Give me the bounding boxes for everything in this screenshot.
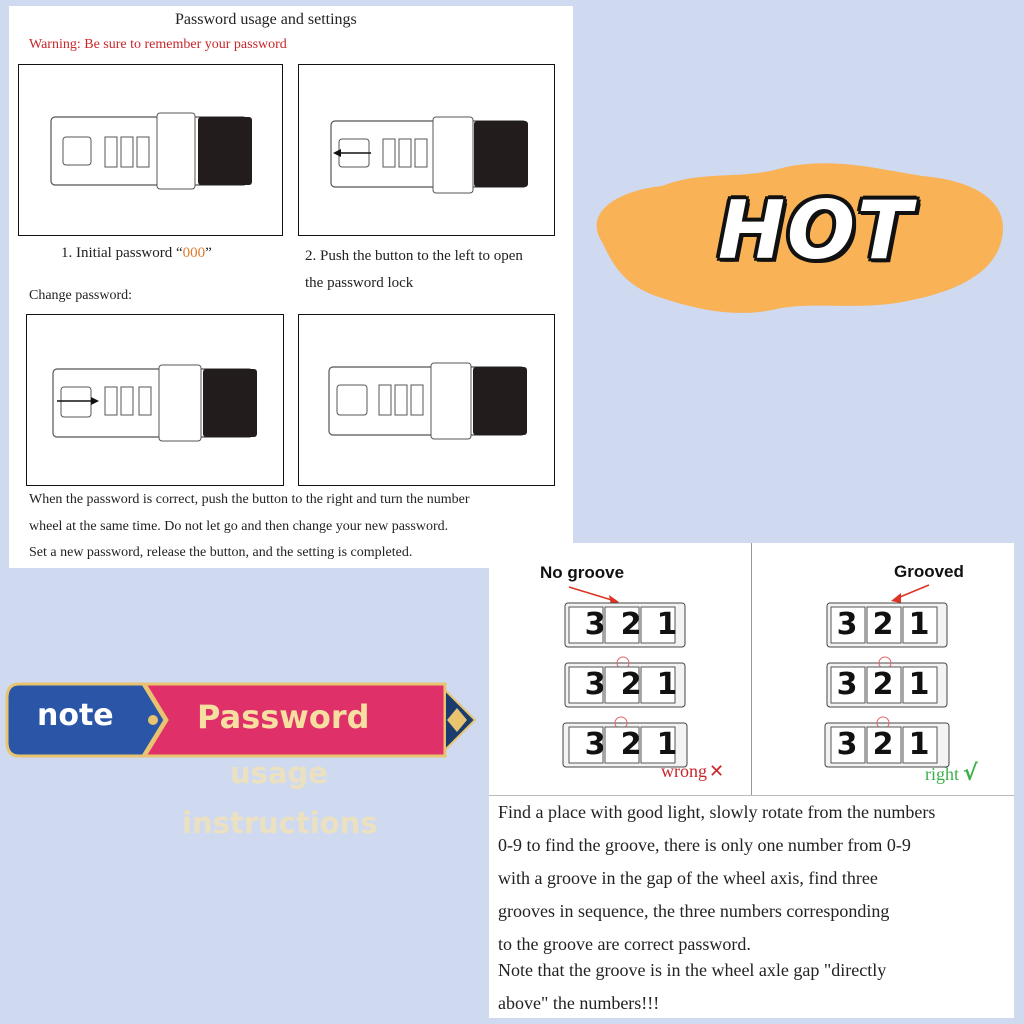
para-line-5: to the groove are correct password. xyxy=(498,934,751,954)
note-line-2: above" the numbers!!! xyxy=(498,993,660,1013)
footer-line2: wheel at the same time. Do not let go and then change your new password. xyxy=(29,519,449,534)
panel-new-password xyxy=(298,314,555,486)
wrong-label: wrong ✕ xyxy=(661,761,725,782)
check-icon: √ xyxy=(963,761,978,786)
para-line-3: with a groove in the gap of the wheel axis, find three xyxy=(498,868,878,888)
step1-prefix: 1. Initial password “ xyxy=(61,245,183,261)
ghost-line1: usage xyxy=(230,756,328,790)
panel-initial-password xyxy=(18,64,283,236)
step2-line1: 2. Push the button to the left to open xyxy=(305,248,523,264)
digits-right-row1: 3 2 1 xyxy=(836,607,930,642)
lock-diagram-new xyxy=(299,315,553,484)
digits-right-row3: 3 2 1 xyxy=(836,727,930,762)
digits-right-row2: 3 2 1 xyxy=(836,667,930,702)
step1-text xyxy=(61,245,212,262)
sheet-title: Password usage and settings xyxy=(175,11,357,28)
grooved-title: Grooved xyxy=(894,562,964,581)
wrong-x-icon: ✕ xyxy=(709,761,725,782)
right-label: right √ xyxy=(925,761,978,786)
note-line-1: Note that the groove is in the wheel axle gap "directly xyxy=(498,960,887,980)
para-line-4: grooves in sequence, the three numbers corresponding xyxy=(498,901,890,921)
footer-line3: Set a new password, release the button, and the setting is completed. xyxy=(29,545,413,560)
hot-badge xyxy=(582,150,1012,320)
column-divider xyxy=(751,543,752,795)
panel-change-right xyxy=(26,314,284,486)
row-divider xyxy=(489,795,1014,796)
footer-line1: When the password is correct, push the button to the right and turn the number xyxy=(29,492,470,507)
lock-diagram-push-left xyxy=(299,65,553,234)
warning-text: Warning: Be sure to remember your password xyxy=(29,37,287,52)
step1-code: 000 xyxy=(182,245,206,261)
instruction-sheet xyxy=(9,6,573,568)
banner-title: Password xyxy=(197,698,370,736)
lock-diagram xyxy=(19,65,281,234)
hot-label: HOT xyxy=(718,184,914,277)
digits-left-row1: 3 2 1 xyxy=(584,607,678,642)
banner-tag: note xyxy=(37,698,114,733)
digits-left-row2: 3 2 1 xyxy=(584,667,678,702)
step1-suffix: ” xyxy=(205,245,212,261)
no-groove-title: No groove xyxy=(540,563,625,582)
step2-line2: the password lock xyxy=(305,275,414,291)
change-password-label: Change password: xyxy=(29,288,133,303)
digits-left-row3: 3 2 1 xyxy=(584,727,678,762)
password-banner xyxy=(5,680,485,760)
para-line-1: Find a place with good light, slowly rotate from the numbers xyxy=(498,802,936,822)
para-line-2: 0-9 to find the groove, there is only one number from 0-9 xyxy=(498,835,911,855)
panel-push-left xyxy=(298,64,555,236)
lock-diagram-push-right xyxy=(27,315,282,484)
groove-sheet xyxy=(489,543,1014,1018)
ghost-line2: instructions xyxy=(182,806,378,840)
